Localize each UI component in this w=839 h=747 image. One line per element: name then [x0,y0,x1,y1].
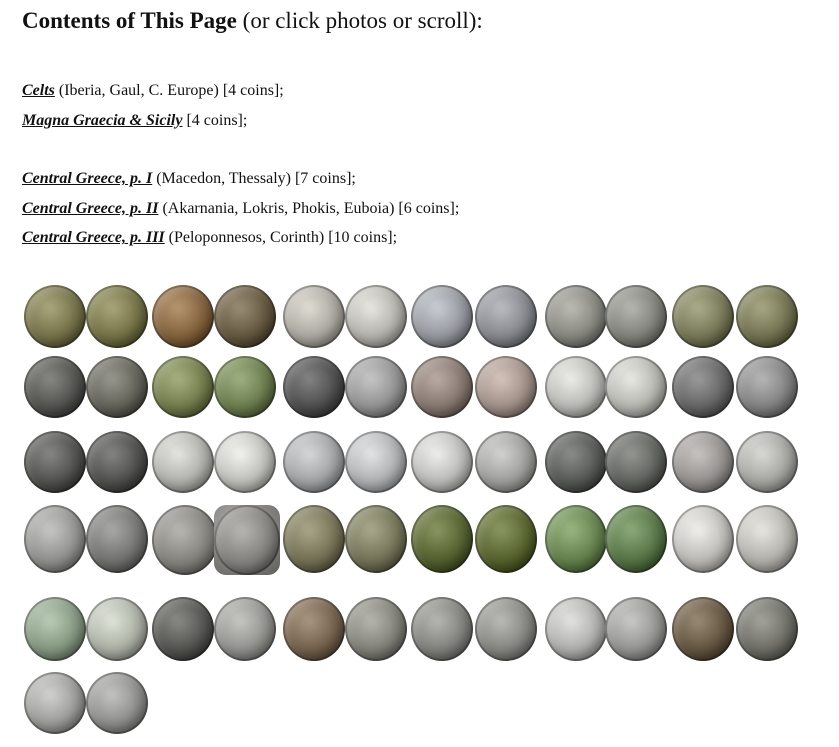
coin-photo[interactable] [214,431,276,493]
coin-rim [214,356,276,418]
coin-rim [214,505,280,575]
coin-photo[interactable] [152,597,214,661]
coin-photo[interactable] [736,431,798,493]
coin-photo[interactable] [86,597,148,661]
coin-rim [24,672,86,734]
coin-rim [475,285,537,348]
coin-photo[interactable] [475,597,537,661]
coin-photo[interactable] [214,597,276,661]
coin-rim [545,597,607,661]
coin-photo[interactable] [672,356,734,418]
coin-rim [605,356,667,418]
coin-photo[interactable] [86,431,148,493]
coin-rim [152,356,214,418]
coin-photo[interactable] [411,356,473,418]
coin-rim [345,356,407,418]
coin-rim [24,431,86,493]
coin-photo[interactable] [214,505,280,575]
coin-rim [672,597,734,661]
coin-rim [672,505,734,573]
coin-photo[interactable] [152,356,214,418]
coin-rim [152,431,214,493]
coin-rim [736,356,798,418]
coin-photo[interactable] [24,505,86,573]
coin-photo[interactable] [605,285,667,348]
toc-desc-central-greece-3: (Peloponnesos, Corinth) [10 coins]; [164,229,398,247]
toc-link-magna-graecia[interactable]: Magna Graecia & Sicily [22,111,183,129]
coin-rim [605,505,667,573]
coin-photo[interactable] [86,285,148,348]
coin-photo[interactable] [605,431,667,493]
coin-rim [86,597,148,661]
coin-rim [283,431,345,493]
coin-rim [672,431,734,493]
coin-rim [283,285,345,348]
coin-rim [475,356,537,418]
coin-rim [672,356,734,418]
coin-rim [345,505,407,573]
coin-photo[interactable] [24,672,86,734]
coin-photo[interactable] [411,431,473,493]
coin-rim [411,431,473,493]
coin-rim [411,285,473,348]
coin-photo[interactable] [24,356,86,418]
coin-photo[interactable] [411,597,473,661]
page-title-rest: (or click photos or scroll): [236,8,483,33]
coin-photo[interactable] [672,505,734,573]
coin-rim [86,672,148,734]
coin-photo[interactable] [736,597,798,661]
coin-photo[interactable] [736,505,798,573]
coin-photo[interactable] [214,356,276,418]
coin-rim [475,505,537,573]
coin-rim [86,431,148,493]
coin-rim [605,285,667,348]
toc-link-central-greece-3[interactable]: Central Greece, p. III [22,229,165,247]
coin-rim [152,597,214,661]
coin-rim [86,505,148,573]
coin-photo[interactable] [345,285,407,348]
coin-rim [152,505,218,575]
toc-desc-magna-graecia: [4 coins]; [182,111,248,129]
coin-photo[interactable] [545,356,607,418]
coin-photo[interactable] [283,597,345,661]
coin-photo[interactable] [605,356,667,418]
coin-photo[interactable] [283,431,345,493]
coin-photo[interactable] [152,285,214,348]
coin-rim [24,285,86,348]
coin-photo[interactable] [672,285,734,348]
coin-photo[interactable] [214,285,276,348]
coin-photo[interactable] [283,285,345,348]
coin-rim [86,285,148,348]
coin-photo[interactable] [672,597,734,661]
coin-photo[interactable] [152,505,218,575]
coin-photo[interactable] [605,505,667,573]
coin-rim [345,431,407,493]
coin-rim [411,505,473,573]
coin-photo[interactable] [736,356,798,418]
coin-rim [545,285,607,348]
toc-desc-central-greece-2: (Akarnania, Lokris, Phokis, Euboia) [6 coins]; [158,199,460,217]
coin-rim [283,597,345,661]
coin-photo[interactable] [545,505,607,573]
coin-rim [475,597,537,661]
coin-rim [545,431,607,493]
coin-rim [283,505,345,573]
coin-photo[interactable] [345,597,407,661]
coin-photo[interactable] [411,505,473,573]
coin-photo[interactable] [24,431,86,493]
coin-rim [736,597,798,661]
coin-rim [345,597,407,661]
coin-photo[interactable] [283,356,345,418]
coin-photo[interactable] [545,285,607,348]
toc-link-central-greece-1[interactable]: Central Greece, p. I [22,170,153,188]
coin-rim [345,285,407,348]
coin-rim [605,597,667,661]
coin-photo[interactable] [345,431,407,493]
coin-photo[interactable] [475,431,537,493]
coin-rim [152,285,214,348]
coin-rim [283,356,345,418]
coin-photo[interactable] [475,356,537,418]
coin-rim [214,431,276,493]
coin-photo[interactable] [24,597,86,661]
coin-rim [736,431,798,493]
toc-desc-celts: (Iberia, Gaul, C. Europe) [4 coins]; [54,82,284,99]
coin-rim [672,285,734,348]
coin-photo[interactable] [736,285,798,348]
toc-link-celts[interactable]: Celts [22,82,55,99]
coin-rim [545,356,607,418]
coin-photo[interactable] [545,431,607,493]
coin-rim [736,285,798,348]
coin-rim [214,285,276,348]
coin-photo[interactable] [672,431,734,493]
coin-rim [214,597,276,661]
coin-photo[interactable] [86,356,148,418]
coin-photo[interactable] [283,505,345,573]
coin-rim [475,431,537,493]
coin-rim [605,431,667,493]
coin-photo[interactable] [345,505,407,573]
coin-photo[interactable] [411,285,473,348]
coin-photo[interactable] [86,672,148,734]
coin-photo[interactable] [152,431,214,493]
page-title-bold: Contents of This Page [22,8,237,33]
coin-photo[interactable] [86,505,148,573]
toc-link-central-greece-2[interactable]: Central Greece, p. II [22,199,159,217]
coin-rim [24,356,86,418]
coin-rim [24,597,86,661]
coin-photo[interactable] [605,597,667,661]
coin-photo[interactable] [345,356,407,418]
coin-rim [411,597,473,661]
coin-rim [411,356,473,418]
coin-photo[interactable] [24,285,86,348]
coin-photo[interactable] [475,285,537,348]
coin-rim [545,505,607,573]
coin-rim [736,505,798,573]
coin-rim [24,505,86,573]
toc-desc-central-greece-1: (Macedon, Thessaly) [7 coins]; [152,170,356,188]
coin-photo[interactable] [545,597,607,661]
coin-photo[interactable] [475,505,537,573]
coin-rim [86,356,148,418]
